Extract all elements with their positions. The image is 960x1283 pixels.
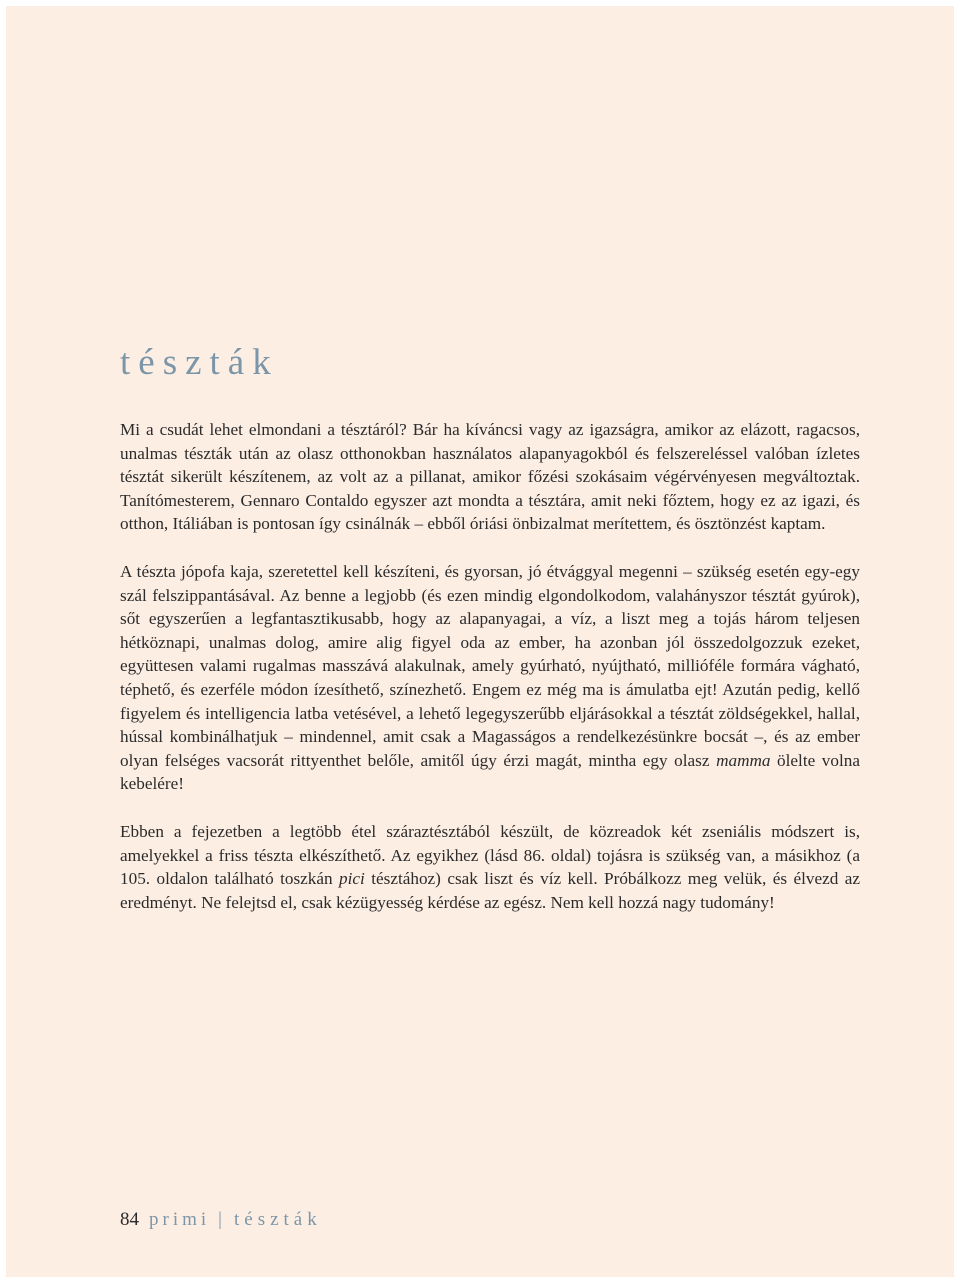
paragraph-intro bbox=[120, 418, 860, 536]
footer-chapter-name: tészták bbox=[233, 1209, 322, 1230]
paragraph-pasta-description bbox=[120, 560, 860, 796]
page-number: 84 bbox=[120, 1209, 139, 1230]
chapter-title: tészták bbox=[120, 342, 279, 383]
footer-separator: | bbox=[218, 1209, 222, 1230]
book-page bbox=[6, 6, 954, 1277]
body-text bbox=[120, 418, 860, 938]
paragraph-text-after: ölelte volna kebelére! bbox=[120, 750, 860, 794]
paragraph-text-after: tésztához) csak liszt és víz kell. Próbálkozz meg velük, és élvezd az eredményt. Ne felejtsd el, csak kézügyesség kérdése az egész. Nem kell hozzá nagy tudomány! bbox=[120, 869, 860, 912]
paragraph-text-before: Ebben a fejezetben a legtöbb étel száraztésztából készült, de közreadok két zseniális módszert is, amelyekkel a friss tészta elkészíthető. Az egyikhez (lásd 86. oldal) tojásra is szükség van, a másikhoz (a 105. oldalon található toszkán bbox=[120, 821, 860, 889]
page-footer bbox=[120, 1210, 322, 1229]
paragraph-text-before: A tészta jópofa kaja, szeretettel kell készíteni, és gyorsan, jó étvággyal megenni – szükség esetén egy-egy szál felszippantásával. Az benne a legjobb (és ezen mindig elgondolkodom, valahányszor tésztát gyúrok), sőt egyszerűen a legfantasztikusabb, hogy az alapanyagai, a víz, a liszt meg a tojás három teljesen hétköznapi, unalmas dolog, amire alig figyel oda az ember, ha azonban jól összedolgozzuk ezeket, együttesen valami rugalmas masszává alakulnak, amely gyúrható, nyújtható, millióféle formára vágható, téphető, és ezerféle módon ízesíthető, színezhető. Engem ez még ma is ámulatba ejt! Azután pedig, kellő figyelem és intelligencia latba vetésével, a lehető legegyszerűbb eljárásokkal a tésztát zöldségekkel, hallal, hússal kombinálhatjuk – mindennel, amit csak a Magasságos a rendelkezésünkre bocsát –, és az ember olyan felséges vacsorát rittyenthet belőle, amitől úgy érzi magát, mintha egy olasz bbox=[120, 561, 860, 770]
emphasis-word: mamma bbox=[716, 750, 771, 770]
footer-section-name: primi bbox=[149, 1209, 211, 1230]
emphasis-word: pici bbox=[339, 869, 365, 889]
paragraph-text: Mi a csudát lehet elmondani a tésztáról? Bár ha kíváncsi vagy az igazságra, amikor az elázott, ragacsos, unalmas tészták után az olasz otthonokban használatos alapanyagokból és felszereléssel valóban ízletes tésztát sikerült készítenem, az volt az a pillanat, amikor főzési szokásaim végérvényesen megváltoztak. Tanítómesterem, Gennaro Contaldo egyszer azt mondta a tésztára, amit neki főztem, hogy ez az igazi, és otthon, Itáliában is pontosan így csinálnák – ebből óriási önbizalmat merítettem, és ösztönzést kaptam. bbox=[120, 420, 860, 534]
paragraph-chapter-contents bbox=[120, 820, 860, 914]
